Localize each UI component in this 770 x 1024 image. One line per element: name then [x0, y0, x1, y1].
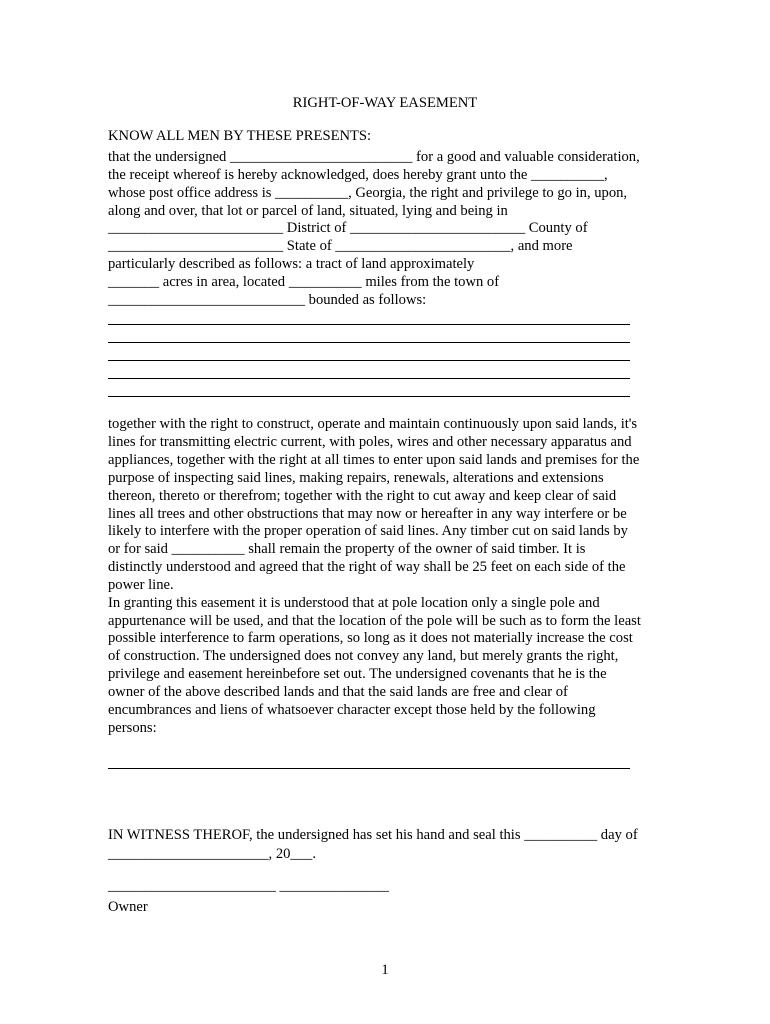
boundary-blank-line[interactable]	[108, 324, 630, 325]
boundary-blank-line[interactable]	[108, 378, 630, 379]
grant-line: that the undersigned _________________________ for a good and valuable consideration,	[108, 149, 640, 165]
grant-line: _______ acres in area, located __________ miles from the town of	[108, 274, 500, 290]
signature-label: Owner	[108, 899, 148, 915]
persons-blank-line[interactable]	[108, 768, 630, 769]
rights-line: likely to interfere with the proper operation of said lines. Any timber cut on said lands by	[108, 523, 628, 539]
easement-line: persons:	[108, 720, 157, 736]
rights-line: lines all trees and other obstructions that may now or hereafter in any way interfere or be	[108, 506, 627, 522]
boundary-blank-line[interactable]	[108, 396, 630, 397]
grant-line: the receipt whereof is hereby acknowledged, does hereby grant unto the __________,	[108, 167, 608, 183]
boundary-blank-line[interactable]	[108, 342, 630, 343]
rights-line: lines for transmitting electric current, with poles, wires and other necessary apparatus and	[108, 434, 632, 450]
rights-line: together with the right to construct, operate and maintain continuously upon said lands, it's	[108, 416, 638, 432]
page-number: 1	[381, 962, 389, 978]
easement-line: appurtenance will be used, and that the location of the pole will be such as to form the least	[108, 613, 641, 629]
rights-line: appliances, together with the right at all times to enter upon said lands and premises for the	[108, 452, 640, 468]
grant-line: ________________________ District of ________________________ County of	[108, 220, 588, 236]
rights-line: distinctly understood and agreed that the right of way shall be 25 feet on each side of the	[108, 559, 626, 575]
grant-line: along and over, that lot or parcel of land, situated, lying and being in	[108, 203, 508, 219]
grant-line: whose post office address is __________, Georgia, the right and privilege to go in, upon,	[108, 185, 628, 201]
rights-line: or for said __________ shall remain the property of the owner of said timber. It is	[108, 541, 586, 557]
witness-date-line: ______________________, 20___.	[108, 846, 316, 862]
grant-line: ___________________________ bounded as follows:	[108, 292, 427, 308]
intro-heading: KNOW ALL MEN BY THESE PRESENTS:	[108, 128, 372, 144]
rights-line: thereon, thereto or therefrom; together with the right to cut away and keep clear of said	[108, 488, 617, 504]
grant-line: ________________________ State of ________________________, and more	[108, 238, 573, 254]
signature-line[interactable]: _______________________ _______________	[108, 878, 389, 894]
easement-line: In granting this easement it is understood that at pole location only a single pole and	[108, 595, 600, 611]
rights-line: power line.	[108, 577, 174, 593]
easement-line: owner of the above described lands and that the said lands are free and clear of	[108, 684, 568, 700]
easement-line: possible interference to farm operations, so long as it does not materially increase the cost	[108, 630, 633, 646]
witness-line: IN WITNESS THEROF, the undersigned has set his hand and seal this __________ day of	[108, 827, 638, 843]
rights-line: purpose of inspecting said lines, making repairs, renewals, alterations and extensions	[108, 470, 604, 486]
document-title: RIGHT-OF-WAY EASEMENT	[292, 95, 478, 111]
grant-line: particularly described as follows: a tract of land approximately	[108, 256, 475, 272]
easement-line: of construction. The undersigned does not convey any land, but merely grants the right,	[108, 648, 619, 664]
easement-line: privilege and easement hereinbefore set out. The undersigned covenants that he is the	[108, 666, 607, 682]
boundary-blank-line[interactable]	[108, 360, 630, 361]
easement-line: encumbrances and liens of whatsoever character except those held by the following	[108, 702, 596, 718]
